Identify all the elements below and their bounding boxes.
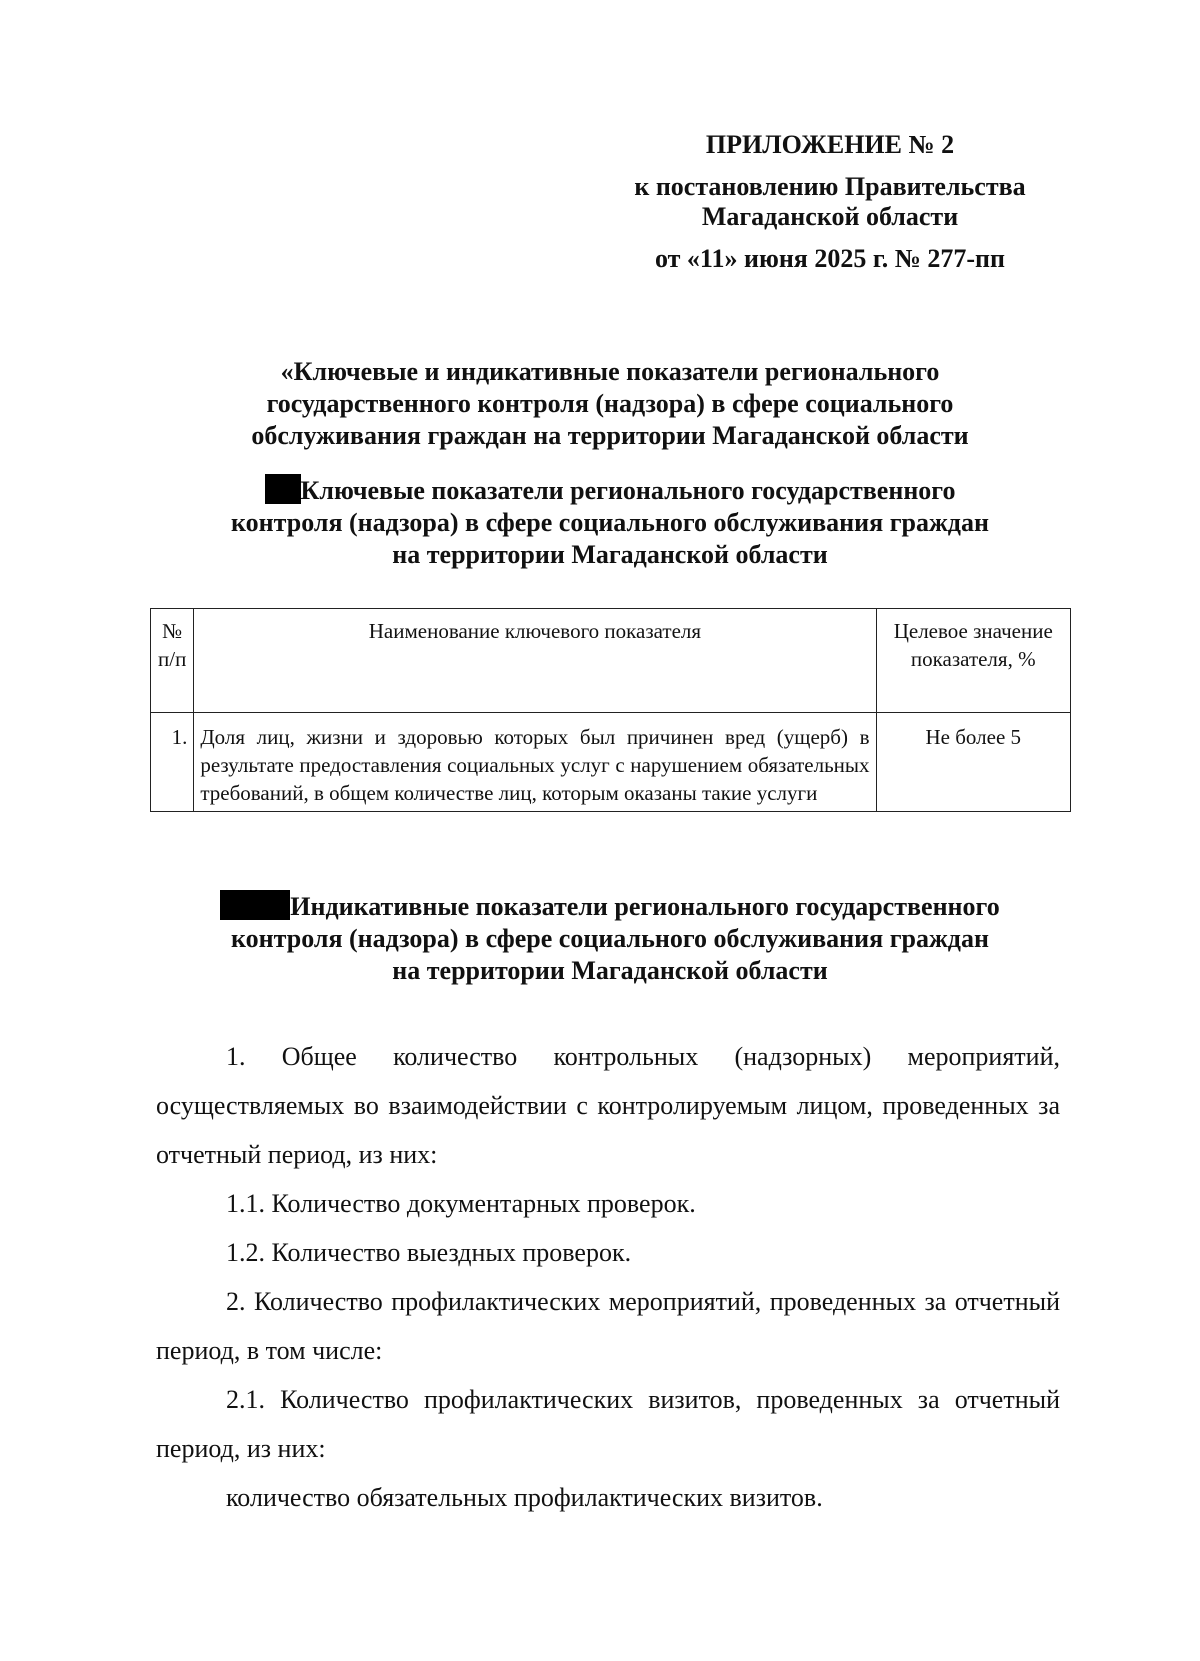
paragraph-1-2: 1.2. Количество выездных проверок. xyxy=(226,1238,632,1267)
indicative-section-line2: контроля (надзора) в сфере социального обслуживания граждан xyxy=(231,924,989,953)
header-value: Целевое значение показателя, % xyxy=(876,609,1070,713)
indicative-section-line3: на территории Магаданской области xyxy=(392,956,828,985)
key-section-line2: контроля (надзора) в сфере социального обслуживания граждан xyxy=(231,508,989,537)
main-title-line3: обслуживания граждан на территории Магаданской области xyxy=(251,421,969,450)
row-name: Доля лиц, жизни и здоровью которых был причинен вред (ущерб) в результате предоставления социальных услуг с нарушением обязательных требований, в общем количестве лиц, которым оказаны такие услуги xyxy=(194,713,876,812)
table-header-row xyxy=(151,609,1071,713)
header-num: № п/п xyxy=(151,609,194,713)
main-title xyxy=(150,356,1070,452)
redaction-block xyxy=(220,890,290,920)
paragraph-2-1: 2.1. Количество профилактических визитов, проведенных за отчетный период, из них: xyxy=(156,1385,1060,1463)
appendix-date-line: от «11» июня 2025 г. № 277-пп xyxy=(654,244,1005,273)
paragraph-2: 2. Количество профилактических мероприятий, проведенных за отчетный период, в том числе: xyxy=(156,1287,1060,1365)
paragraph-1: 1. Общее количество контрольных (надзорных) мероприятий, осуществляемых во взаимодействии с контролируемым лицом, проведенных за отчетный период, из них: xyxy=(156,1042,1060,1169)
table-row xyxy=(151,713,1071,812)
appendix-reference-line2: Магаданской области xyxy=(701,202,959,231)
redaction-block xyxy=(265,474,301,504)
appendix-header xyxy=(600,130,1060,274)
key-indicators-table xyxy=(150,608,1071,812)
indicators-list xyxy=(156,1032,1060,1522)
key-section-line1: Ключевые показатели регионального государственного xyxy=(300,476,956,505)
main-title-line1: «Ключевые и индикативные показатели регионального xyxy=(280,357,940,386)
main-title-line2: государственного контроля (надзора) в сфере социального xyxy=(266,389,954,418)
indicative-section-line1: Индикативные показатели регионального государственного xyxy=(290,892,1000,921)
appendix-reference-line1: к постановлению Правительства xyxy=(634,172,1026,201)
row-num: 1. xyxy=(151,713,194,812)
row-value: Не более 5 xyxy=(876,713,1070,812)
header-name: Наименование ключевого показателя xyxy=(194,609,876,713)
indicative-section-heading xyxy=(150,890,1070,987)
key-section-line3: на территории Магаданской области xyxy=(392,540,828,569)
key-section-heading xyxy=(150,474,1070,571)
paragraph-1-1: 1.1. Количество документарных проверок. xyxy=(226,1189,696,1218)
appendix-title: ПРИЛОЖЕНИЕ № 2 xyxy=(705,130,955,159)
paragraph-2-1-sub: количество обязательных профилактических визитов. xyxy=(226,1483,823,1512)
